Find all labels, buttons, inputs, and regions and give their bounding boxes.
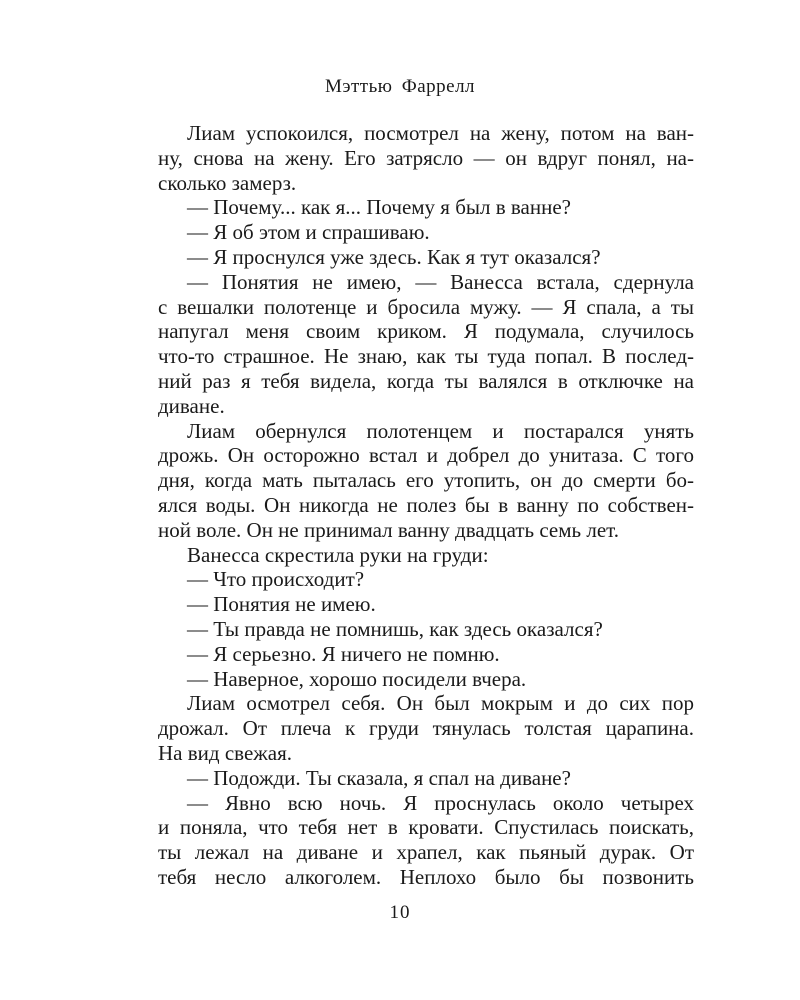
text-line: Лиам обернулся полотенцем и постарался унять xyxy=(187,418,694,443)
text-line: — Я проснулся уже здесь. Как я тут оказался? xyxy=(187,244,601,269)
text-line: дрожал. От плеча к груди тянулась толстая царапина. xyxy=(158,716,694,741)
text-line: На вид свежая. xyxy=(158,740,292,765)
text-line: — Я серьезно. Я ничего не помню. xyxy=(187,641,500,666)
running-header-author: Мэттью Фаррелл xyxy=(324,76,476,97)
text-line: дня, когда мать пыталась его утопить, он до смерти бо- xyxy=(158,468,694,493)
text-line: ну, снова на жену. Его затрясло — он вдруг понял, на- xyxy=(158,145,694,170)
text-line: диване. xyxy=(158,393,225,418)
page-body-text xyxy=(158,121,694,890)
text-line: Лиам успокоился, посмотрел на жену, потом на ван- xyxy=(187,121,694,145)
text-line: — Понятия не имею. xyxy=(187,592,376,617)
text-line: Ванесса скрестила руки на груди: xyxy=(187,542,489,567)
text-line: — Ты правда не помнишь, как здесь оказался? xyxy=(187,616,603,641)
page-number: 10 xyxy=(389,902,411,923)
text-line: — Я об этом и спрашиваю. xyxy=(187,220,430,245)
text-line: — Подожди. Ты сказала, я спал на диване? xyxy=(187,765,571,790)
text-line: ялся воды. Он никогда не полез бы в ванну по собствен- xyxy=(158,492,694,517)
text-line: — Явно всю ночь. Я проснулась около четырех xyxy=(187,790,694,815)
text-line: напугал меня своим криком. Я подумала, случилось xyxy=(158,319,694,344)
text-line: дрожь. Он осторожно встал и добрел до унитаза. С того xyxy=(158,443,694,468)
text-line: ний раз я тебя видела, когда ты валялся в отключке на xyxy=(158,368,694,393)
text-line: Лиам осмотрел себя. Он был мокрым и до сих пор xyxy=(187,691,694,716)
text-line: — Понятия не имею, — Ванесса встала, сдернула xyxy=(187,269,694,294)
text-line: ты лежал на диване и храпел, как пьяный дурак. От xyxy=(158,840,694,865)
text-line: сколько замерз. xyxy=(158,170,297,195)
text-line: с вешалки полотенце и бросила мужу. — Я спала, а ты xyxy=(158,294,694,319)
text-line: что-то страшное. Не знаю, как ты туда попал. В послед- xyxy=(158,344,694,369)
text-line: — Почему... как я... Почему я был в ванне? xyxy=(187,195,571,220)
text-line: и поняла, что тебя нет в кровати. Спустилась поискать, xyxy=(158,815,694,840)
text-line: ной воле. Он не принимал ванну двадцать семь лет. xyxy=(158,517,620,542)
text-line: тебя несло алкоголем. Неплохо было бы позвонить xyxy=(158,864,694,889)
text-line: — Наверное, хорошо посидели вчера. xyxy=(187,666,527,691)
text-line: — Что происходит? xyxy=(187,567,365,592)
